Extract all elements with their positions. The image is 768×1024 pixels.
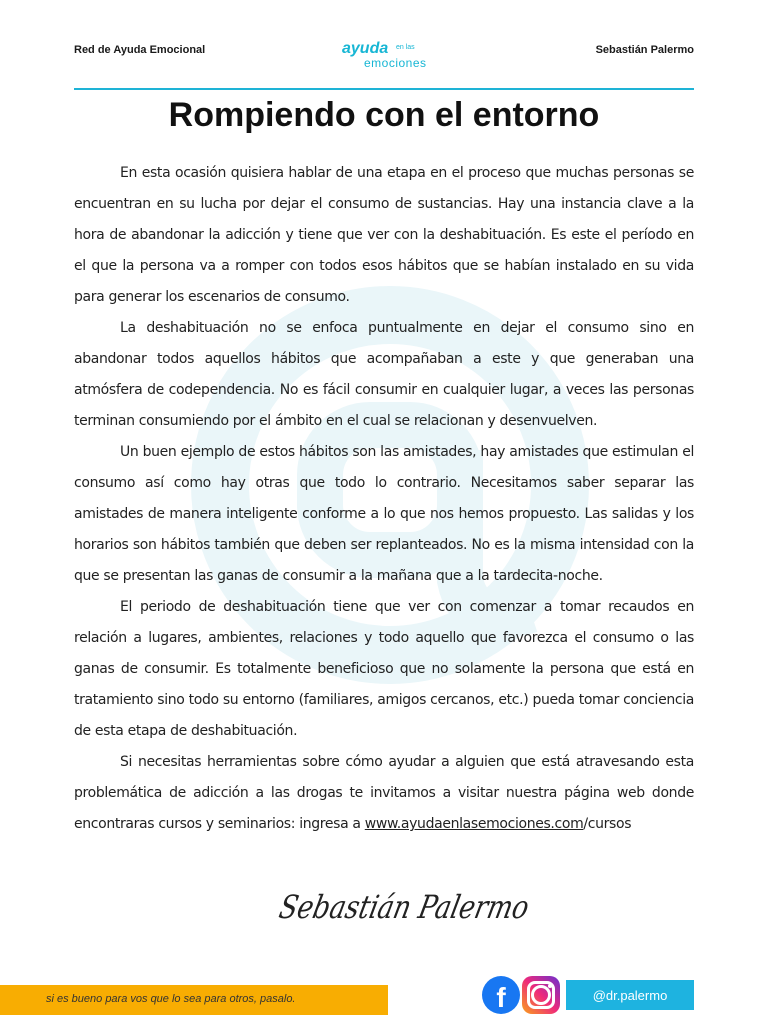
paragraph-3: Un buen ejemplo de estos hábitos son las amistades, hay amistades que estimulan el consumo así como hay otras que todo lo contrario. Necesitamos saber separar las amistades de manera inteligente conforme a lo que nos hemos propuesto. Las salidas y los horarios son hábitos también que deben ser replanteados. No es la misma intensidad con la que se presentan las ganas de consumir a la mañana que a la tardecita-noche. — [74, 444, 694, 584]
facebook-icon[interactable]: f — [482, 976, 520, 1014]
page-header — [74, 38, 694, 78]
footer-slogan-bar — [0, 985, 388, 1015]
footer-slogan: si es bueno para vos que lo sea para otros, pasalo. — [46, 993, 296, 1005]
handwritten-signature — [275, 888, 533, 948]
instagram-dot — [548, 984, 552, 988]
website-link[interactable]: www.ayudaenlasemociones.com — [364, 816, 584, 832]
website-link-suffix: /cursos — [583, 816, 632, 832]
page-title: Rompiendo con el entorno — [168, 96, 600, 134]
instagram-lens — [531, 985, 551, 1005]
paragraph-5-text: Si necesitas herramientas sobre cómo ayudar a alguien que está atravesando esta problemática de adicción a las drogas te invitamos a visitar nuestra página web donde encontraras cursos y seminarios: ingresa a — [74, 754, 694, 832]
logo-sub-text: emociones — [364, 56, 427, 70]
author-name: Sebastián Palermo — [595, 44, 694, 56]
paragraph-2: La deshabituación no se enfoca puntualmente en dejar el consumo sino en abandonar todos aquellos hábitos que acompañaban a este y que generaban una atmósfera de codependencia. No es fácil consumir en cualquier lugar, a veces las personas terminan consumiendo por el ámbito en el cual se relacionan y desenvuelven. — [74, 320, 694, 429]
signature-text: Sebastián Palermo — [275, 888, 533, 926]
social-handle-box[interactable] — [566, 980, 694, 1010]
paragraph-1: En esta ocasión quisiera hablar de una etapa en el proceso que muchas personas se encuentran en su lucha por dejar el consumo de sustancias. Hay una instancia clave a la hora de abandonar la adicción y tiene que ver con la deshabituación. Es este el período en el que la persona va a romper con todos esos hábitos que se habían instalado en su vida para generar los escenarios de consumo. — [74, 165, 694, 305]
brand-logo — [342, 38, 432, 72]
organization-name: Red de Ayuda Emocional — [74, 44, 206, 56]
paragraph-4: El periodo de deshabituación tiene que ver con comenzar a tomar recaudos en relación a lugares, ambientes, relaciones y todo aquello que favorezca el consumo o las ganas de consumir. Es totalmente beneficioso que no solamente la persona que está en tratamiento sino todo su entorno (familiares, amigos cercanos, etc.) pueda tomar conciencia de esta etapa de deshabituación. — [74, 599, 694, 739]
logo-small-text: en las — [396, 44, 415, 51]
logo-main-text: ayuda — [342, 40, 389, 57]
header-divider — [74, 88, 694, 90]
article-body — [74, 158, 694, 840]
instagram-icon[interactable] — [522, 976, 560, 1014]
paragraph-5 — [74, 747, 694, 840]
social-handle: @dr.palermo — [592, 988, 668, 1003]
